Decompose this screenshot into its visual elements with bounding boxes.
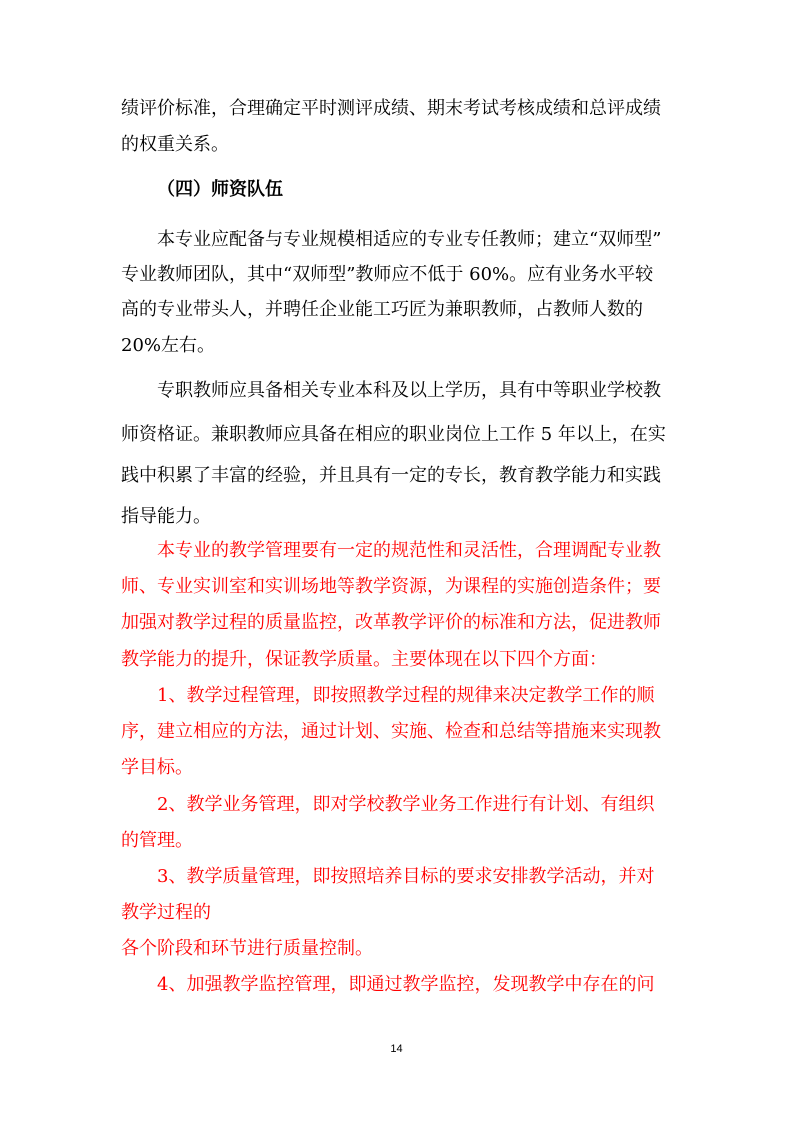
text-line: 的权重关系。 bbox=[121, 134, 229, 155]
text-line: 本专业的教学管理要有一定的规范性和灵活性，合理调配专业教 bbox=[157, 540, 661, 561]
text-line: 加强对教学过程的质量监控，改革教学评价的标准和方法，促进教师 bbox=[121, 612, 661, 633]
list-item-line: 教学过程的 bbox=[121, 902, 211, 923]
text-line: 高的专业带头人，并聘任企业能工巧匠为兼职教师，占教师人数的 bbox=[121, 299, 643, 320]
list-item-line: 4、加强教学监控管理，即通过教学监控，发现教学中存在的问 bbox=[157, 974, 655, 995]
page-number: 14 bbox=[390, 1043, 403, 1055]
text-line: 专业教师团队，其中“双师型”教师应不低于 60%。应有业务水平较 bbox=[121, 264, 654, 285]
list-item-line: 各个阶段和环节进行质量控制。 bbox=[121, 938, 373, 959]
text-line: 教学能力的提升，保证教学质量。主要体现在以下四个方面： bbox=[121, 649, 607, 670]
list-item-line: 学目标。 bbox=[121, 757, 193, 778]
text-line: 绩评价标准，合理确定平时测评成绩、期末考试考核成绩和总评成绩 bbox=[121, 98, 661, 119]
list-item-line: 1、教学过程管理，即按照教学过程的规律来决定教学工作的顺 bbox=[157, 685, 655, 706]
text-line: 专职教师应具备相关专业本科及以上学历，具有中等职业学校教 bbox=[157, 380, 661, 401]
text-line: 践中积累了丰富的经验，并且具有一定的专长，教育教学能力和实践 bbox=[121, 465, 661, 486]
list-item-line: 序，建立相应的方法，通过计划、实施、检查和总结等措施来实现教 bbox=[121, 721, 661, 742]
text-line: 20%左右。 bbox=[121, 335, 216, 356]
section-heading: （四）师资队伍 bbox=[157, 179, 283, 200]
text-line: 师资格证。兼职教师应具备在相应的职业岗位上工作 5 年以上，在实 bbox=[121, 424, 666, 445]
text-line: 师、专业实训室和实训场地等教学资源，为课程的实施创造条件；要 bbox=[121, 576, 661, 597]
text-line: 本专业应配备与专业规模相适应的专业专任教师；建立“双师型” bbox=[157, 229, 662, 250]
list-item-line: 2、教学业务管理，即对学校教学业务工作进行有计划、有组织 bbox=[157, 794, 655, 815]
list-item-line: 的管理。 bbox=[121, 830, 193, 851]
list-item-line: 3、教学质量管理，即按照培养目标的要求安排教学活动，并对 bbox=[157, 866, 655, 887]
text-line: 指导能力。 bbox=[121, 506, 211, 527]
